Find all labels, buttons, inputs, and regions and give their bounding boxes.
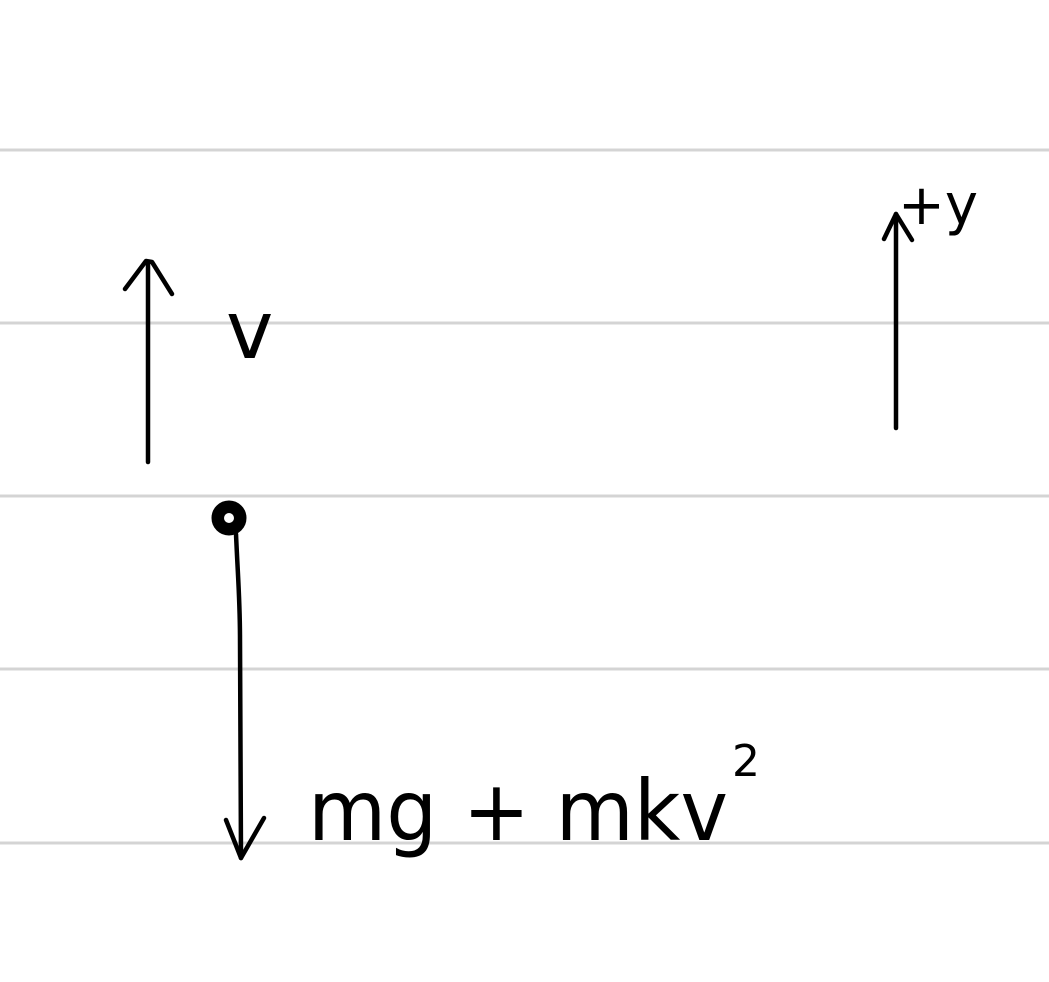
positive-y-arrow: [884, 214, 912, 428]
velocity-arrow: [125, 261, 172, 462]
point-mass: [212, 501, 246, 535]
force-label: mg + mkv: [308, 762, 728, 860]
positive-y-label: +y: [898, 173, 979, 238]
force-exponent: 2: [732, 736, 760, 787]
velocity-label: v: [226, 284, 274, 377]
force-arrow-head: [226, 818, 264, 858]
ruled-lines: [0, 150, 1049, 843]
point-mass-highlight: [224, 513, 234, 523]
force-arrow-shaft: [236, 534, 241, 858]
force-arrow: [226, 534, 264, 858]
